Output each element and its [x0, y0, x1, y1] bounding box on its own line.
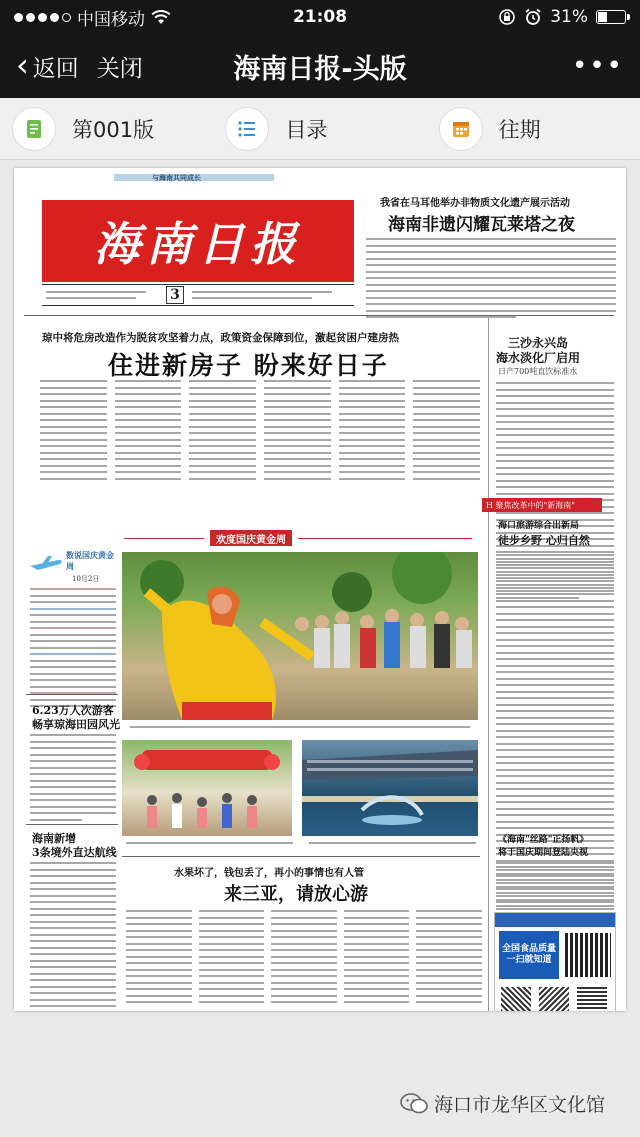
- tab-archive[interactable]: [427, 107, 640, 151]
- rotation-lock-icon: [498, 8, 516, 26]
- masthead-info-bar: [42, 284, 354, 306]
- more-button[interactable]: •••: [571, 51, 624, 81]
- left-story-2-body: [30, 862, 116, 1011]
- watermark-text: 海口市龙华区文化馆: [434, 1094, 606, 1116]
- right-col-headline-2: 海水淡化厂启用: [496, 351, 581, 365]
- chevron-left-icon: ‹: [16, 45, 29, 84]
- wechat-watermark: [400, 1090, 605, 1117]
- ad-title: 全国食品质量一扫就知道: [499, 931, 559, 979]
- left-story-1-body: [30, 734, 116, 825]
- food-quality-ad[interactable]: [494, 912, 616, 1011]
- tab-current-page[interactable]: [0, 107, 213, 151]
- lead-kicker: 琼中将危房改造作为脱贫攻坚着力点，政策资金保障到位，激起贫困户建房热: [42, 332, 399, 344]
- left-headline-3: 海南新增: [32, 832, 76, 845]
- wechat-icon: [400, 1093, 428, 1115]
- right-bottom-headline-1: 《海南"丝路"正扬帆》: [498, 835, 589, 845]
- second-row-captions: [126, 842, 476, 849]
- lead-headline: 住进新房子 盼来好日子: [108, 351, 389, 380]
- festival-photo[interactable]: [122, 740, 292, 836]
- battery-icon: [596, 10, 626, 24]
- airplane-icon: [28, 554, 64, 574]
- wifi-icon: [151, 9, 171, 25]
- main-photo[interactable]: [122, 552, 478, 720]
- left-headline-2: 畅享琼海田园风光: [32, 718, 120, 731]
- sidebar-date: 10月2日: [72, 575, 100, 583]
- data-sidebar: [28, 548, 118, 688]
- main-photo-caption: [130, 726, 470, 733]
- top-right-headline: 海南非遗闪耀瓦莱塔之夜: [388, 215, 575, 235]
- signal-strength-icon: [14, 13, 71, 22]
- right-mid-headline-1: 海口旅游综合出新局: [498, 521, 580, 531]
- bottom-story-body: [126, 910, 482, 1008]
- tab-current-page-label: 第001版: [72, 117, 155, 142]
- right-col-headline-1: 三沙永兴岛: [508, 336, 569, 350]
- status-bar: [0, 0, 640, 34]
- bottom-headline: 来三亚，请放心游: [224, 884, 368, 905]
- section-banner: 欢度国庆黄金周: [210, 530, 292, 546]
- clock: 21:08: [292, 7, 348, 27]
- alarm-icon: [524, 8, 542, 26]
- edition-toolbar: [0, 98, 640, 160]
- slogan-text: 与海南共同成长: [152, 173, 201, 182]
- tab-contents[interactable]: [213, 107, 426, 151]
- tab-archive-label: 往期: [498, 117, 541, 142]
- close-button[interactable]: 关闭: [96, 55, 143, 82]
- newspaper-front-page[interactable]: [14, 168, 626, 1011]
- list-icon: [225, 107, 269, 151]
- nav-bar: [0, 34, 640, 98]
- page-icon: [12, 107, 56, 151]
- dolphin-show-photo[interactable]: [302, 740, 478, 836]
- battery-percent: 31%: [550, 7, 588, 27]
- left-headline-1: 6.23万人次游客: [32, 704, 114, 717]
- section-tag: H 聚焦改革中的"新海南": [482, 498, 602, 512]
- page-number: 3: [166, 286, 184, 304]
- right-col-sub: 日产700吨直饮标准水: [498, 367, 578, 376]
- masthead-text: 海南日报: [94, 217, 302, 271]
- page-title: 海南日报-头版: [233, 53, 407, 85]
- carrier-label: 中国移动: [77, 9, 145, 30]
- back-button[interactable]: [16, 45, 79, 84]
- masthead-logo: [42, 200, 354, 282]
- right-bottom-headline-2: 将于国庆期间登陆央视: [498, 848, 589, 858]
- qr-code: [565, 933, 611, 977]
- slogan-band: [24, 174, 624, 182]
- lead-body: [40, 380, 480, 484]
- top-right-body: [366, 238, 616, 323]
- back-label: 返回: [32, 55, 79, 82]
- left-headline-4: 3条境外直达航线: [32, 846, 117, 859]
- sidebar-label: 数说国庆黄金周: [66, 550, 114, 571]
- right-mid-headline-2: 徒步乡野 心归自然: [498, 534, 590, 547]
- tab-contents-label: 目录: [285, 117, 328, 142]
- bottom-kicker: 水果坏了，钱包丢了，再小的事情也有人管: [174, 868, 364, 879]
- calendar-icon: [439, 107, 483, 151]
- top-right-kicker: 我省在马耳他举办非物质文化遗产展示活动: [380, 198, 570, 209]
